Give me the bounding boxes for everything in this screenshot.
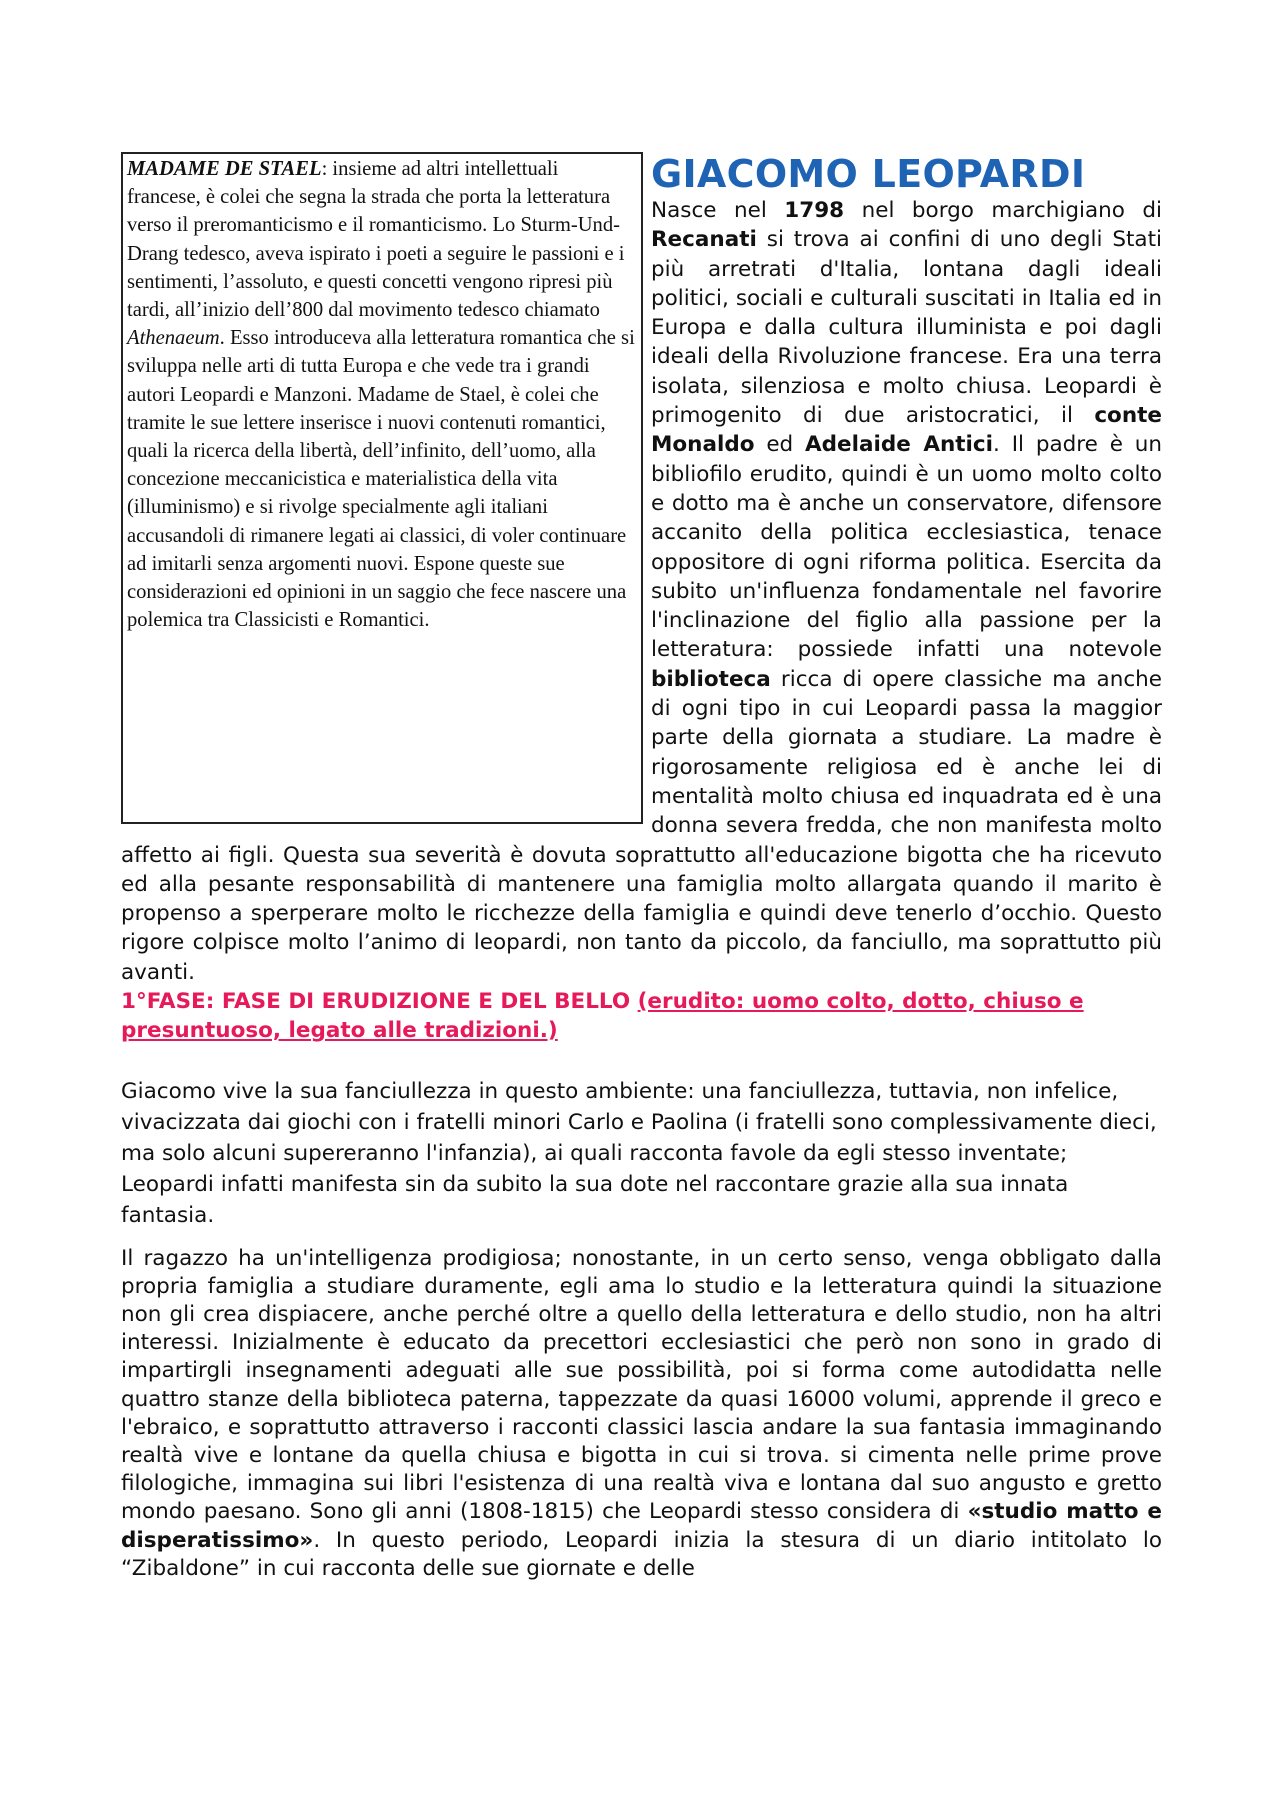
intro-text-2: nel borgo marchigiano di bbox=[844, 198, 1162, 223]
madame-de-stael-box bbox=[121, 152, 643, 824]
intro-text-6: ricca di opere classiche ma anche di ogni tipo in cui Leopardi passa la maggior parte della giornata a studiare. La madre è rigorosamente religiosa ed è anche lei di mentalità molto chiusa ed inquadrata ed è una donna severa fredda, che non manifesta molto affetto ai figli. Questa sua severità è dovuta soprattutto all'educazione bigotta che ha ricevuto ed alla pesante responsabilità di mantenere una famiglia molto allargata quando il marito è propenso a sperperare molto le ricchezze della famiglia e quindi deve tenerlo d’occhio. Questo rigore colpisce molto l’animo di leopardi, non tanto da piccolo, da fanciullo, ma soprattutto più avanti. bbox=[121, 666, 1162, 985]
sidebox-text bbox=[127, 155, 637, 634]
intro-text-3: si trova ai confini di uno degli Stati più arretrati d'Italia, lontana dagli ideali politici, sociali e culturali suscitati in Italia ed in Europa e dalla cultura illuminista e poi dagli ideali della Rivoluzione francese. Era una terra isolata, silenziosa e molto chiusa. Leopardi è primogenito di due aristocratici, il bbox=[651, 227, 1162, 429]
intro-text-1: Nasce nel bbox=[651, 198, 785, 223]
intro-bold-father: conte Monaldo bbox=[651, 403, 1162, 458]
intro-bold-year: 1798 bbox=[784, 198, 845, 223]
sidebox-text-2: . Esso introduceva alla letteratura romantica che si sviluppa nelle arti di tutta Europa e che vede tra i grandi autori Leopardi e Manzoni. Madame de Stael, è colei che tramite le sue lettere inserisce i nuovi contenuti romantici, quali la ricerca della libertà, dell’infinito, dell’uomo, alla concezione meccanicistica e materialistica della vita (illuminismo) e si rivolge specialmente agli italiani accusandoli di rimanere legati ai classici, di voler continuare ad imitarli senza argomenti nuovi. Espone queste sue considerazioni ed opinioni in un saggio che fece nascere una polemica tra Classicisti e Romantici. bbox=[127, 327, 635, 632]
page-title: GIACOMO LEOPARDI bbox=[651, 152, 1086, 196]
intro-bold-library: biblioteca bbox=[651, 666, 771, 692]
education-text-2: . In questo periodo, Leopardi inizia la stesura di un diario intitolato lo “Zibaldone” in cui racconta delle sue giornate e delle bbox=[121, 1527, 1162, 1581]
sidebox-lead: MADAME DE STAEL bbox=[127, 158, 322, 180]
education-bold-quote: «studio matto e disperatissimo» bbox=[121, 1499, 1162, 1553]
intro-text-5: . Il padre è un bibliofilo erudito, quindi è un uomo molto colto e dotto ma è anche un conservatore, difensore accanito della politica ecclesiastica, tenace oppositore di ogni riforma politica. Esercita da subito un'influenza fondamentale nel favorire l'inclinazione del figlio alla passione per la letteratura: possiede infatti una notevole bbox=[651, 432, 1163, 663]
intro-bold-mother: Adelaide Antici bbox=[805, 432, 994, 458]
phase-label: 1°FASE: FASE DI ERUDIZIONE E DEL BELLO bbox=[121, 989, 638, 1015]
sidebox-text-1: : insieme ad altri intellettuali francese, è colei che segna la strada che porta la letteratura verso il preromanticismo e il romanticismo. Lo Sturm-Und-Drang tedesco, aveva ispirato i poeti a seguire le passioni e i sentimenti, l’assoluto, e questi concetti vengono ripresi più tardi, all’inizio dell’800 dal movimento tedesco chiamato bbox=[127, 158, 625, 322]
education-text-1: Il ragazzo ha un'intelligenza prodigiosa; nonostante, in un certo senso, venga obbligato dalla propria famiglia a studiare duramente, egli ama lo studio e la letteratura quindi la situazione non gli crea dispiacere, anche perché oltre a quello della letteratura e dello studio, non ha altri interessi. Inizialmente è educato da precettori ecclesiastici che però non sono in grado di impartirgli insegnamenti adeguati alle sue possibilità, poi si forma come autodidatta nelle quattro stanze della biblioteca paterna, tappezzate da quasi 16000 volumi, apprende il greco e l'ebraico, e soprattutto attraverso i racconti classici lascia andare la sua fantasia immaginando realtà vive e lontane da quella chiusa e bigotta in cui si trova. si cimenta nelle prime prove filologiche, immagina sui libri l'esistenza di una realtà viva e lontana dal suo angusto e gretto mondo paesano. Sono gli anni (1808-1815) che Leopardi stesso considera di bbox=[121, 1245, 1162, 1525]
childhood-paragraph: Giacomo vive la sua fanciullezza in questo ambiente: una fanciullezza, tuttavia, non infelice, vivacizzata dai giochi con i fratelli minori Carlo e Paolina (i fratelli sono complessivamente dieci, ma solo alcuni supereranno l'infanzia), ai quali racconta favole da egli stesso inventate; Leopardi infatti manifesta sin da subito la sua dote nel raccontare grazie alla sua innata fantasia. bbox=[121, 1078, 1157, 1228]
intro-bold-town: Recanati bbox=[651, 227, 757, 253]
phase-note: (erudito: uomo colto, dotto, chiuso e presuntuoso, legato alle tradizioni.) bbox=[121, 989, 1084, 1044]
intro-text-4: ed bbox=[754, 432, 806, 458]
phase-heading bbox=[121, 987, 1162, 1046]
sidebox-italic: Athenaeum bbox=[127, 327, 220, 350]
education-paragraph bbox=[121, 1245, 1162, 1583]
